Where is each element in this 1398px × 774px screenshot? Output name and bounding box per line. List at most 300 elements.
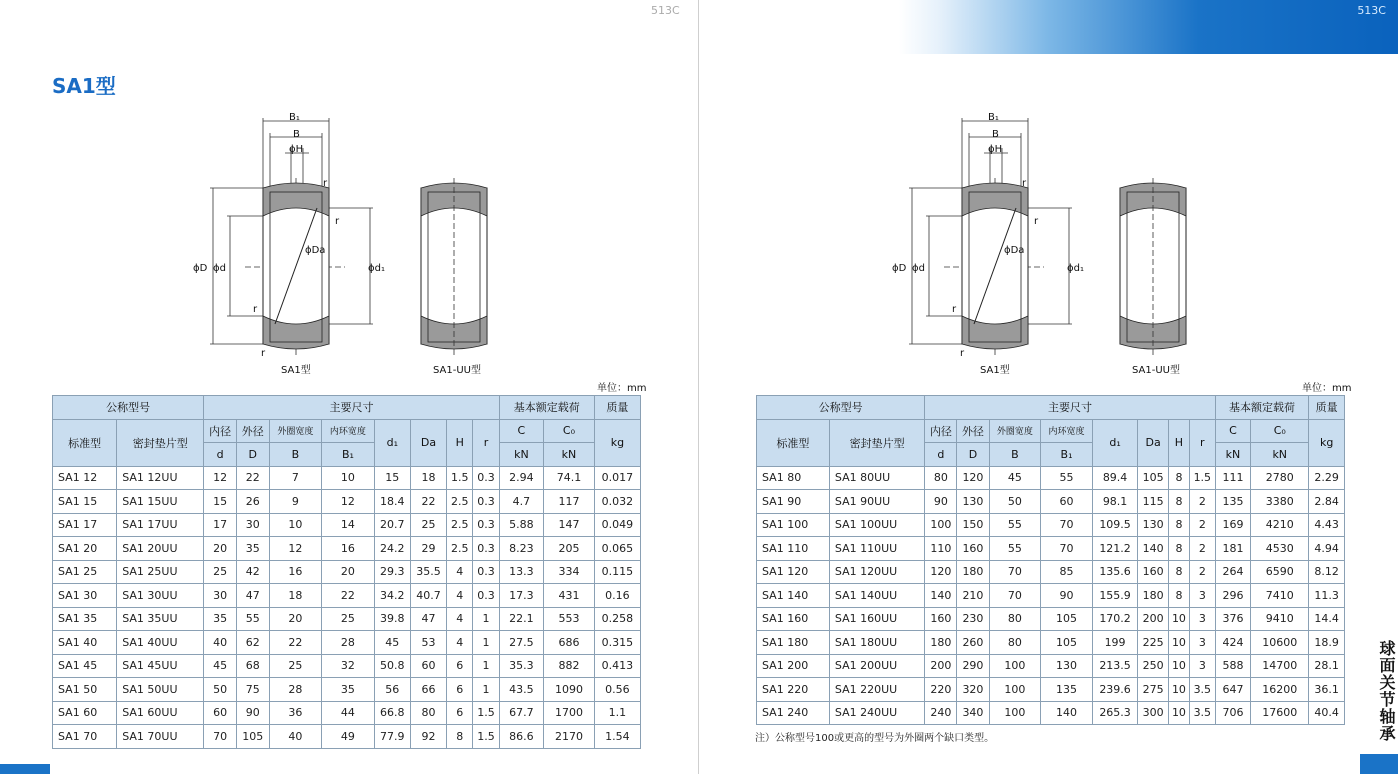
table-cell: 0.3: [473, 584, 499, 608]
table-cell: 213.5: [1092, 654, 1137, 678]
table-cell: 50: [204, 678, 237, 702]
table-cell: 6: [447, 678, 473, 702]
table-cell: 27.5: [499, 631, 544, 655]
spec-table-right: [756, 395, 1345, 725]
table-cell: 10: [1168, 701, 1189, 725]
table-cell: 8: [1168, 466, 1189, 490]
table-cell: 130: [1138, 513, 1169, 537]
table-cell: SA1 90: [757, 490, 830, 514]
table-cell: 150: [957, 513, 989, 537]
header-c: C: [1215, 419, 1250, 443]
table-cell: SA1 17: [53, 513, 117, 537]
table-cell: 0.3: [473, 560, 499, 584]
table-row: [757, 466, 1345, 490]
label-b1: B₁: [289, 112, 300, 123]
table-cell: 300: [1138, 701, 1169, 725]
table-row: [53, 678, 641, 702]
table-cell: 7: [269, 466, 322, 490]
table-cell: SA1 100UU: [829, 513, 924, 537]
table-cell: 14: [322, 513, 375, 537]
table-cell: 376: [1215, 607, 1250, 631]
table-cell: 100: [925, 513, 957, 537]
table-cell: 60: [1041, 490, 1093, 514]
table-cell: 40: [269, 725, 322, 749]
table-cell: 117: [544, 490, 595, 514]
table-cell: 35: [204, 607, 237, 631]
table-cell: SA1 80UU: [829, 466, 924, 490]
table-cell: SA1 70UU: [117, 725, 204, 749]
table-cell: 0.065: [594, 537, 640, 561]
corner-accent: [0, 764, 50, 774]
caption-sa1uu: SA1-UU型: [433, 365, 481, 376]
table-cell: SA1 50: [53, 678, 117, 702]
header-B1: B₁: [1041, 443, 1093, 467]
table-row: [757, 584, 1345, 608]
table-cell: 100: [989, 654, 1041, 678]
table-cell: 140: [1041, 701, 1093, 725]
table-cell: 120: [957, 466, 989, 490]
header-outer: 外径: [957, 419, 989, 443]
table-cell: SA1 40UU: [117, 631, 204, 655]
table-cell: 2: [1189, 490, 1215, 514]
table-cell: SA1 110: [757, 537, 830, 561]
table-row: [53, 584, 641, 608]
label-da: ϕDa: [305, 245, 326, 256]
table-cell: 140: [925, 584, 957, 608]
table-cell: 60: [410, 654, 446, 678]
header-outer-width: 外圈宽度: [989, 419, 1041, 443]
footnote: 注）公称型号100或更高的型号为外圈两个缺口类型。: [755, 733, 995, 744]
table-body-right: [757, 466, 1345, 725]
table-cell: SA1 30: [53, 584, 117, 608]
table-cell: 7410: [1251, 584, 1309, 608]
table-cell: 160: [1138, 560, 1169, 584]
table-cell: 32: [322, 654, 375, 678]
table-cell: 160: [925, 607, 957, 631]
table-cell: 2.5: [447, 537, 473, 561]
table-cell: 35: [236, 537, 269, 561]
table-cell: SA1 20: [53, 537, 117, 561]
page-code: 513C: [1357, 4, 1386, 17]
table-cell: SA1 120: [757, 560, 830, 584]
table-cell: 105: [1041, 631, 1093, 655]
header-model: 公称型号: [53, 396, 204, 420]
table-cell: 647: [1215, 678, 1250, 702]
table-cell: 882: [544, 654, 595, 678]
header-d1: d₁: [374, 419, 410, 466]
table-cell: 2.29: [1309, 466, 1345, 490]
table-cell: SA1 240UU: [829, 701, 924, 725]
table-row: [757, 654, 1345, 678]
table-cell: 22: [236, 466, 269, 490]
table-cell: SA1 35UU: [117, 607, 204, 631]
table-cell: 8.12: [1309, 560, 1345, 584]
label-r: r: [1034, 216, 1039, 227]
table-cell: SA1 180UU: [829, 631, 924, 655]
header-B: B: [989, 443, 1041, 467]
table-cell: 424: [1215, 631, 1250, 655]
table-cell: 90: [236, 701, 269, 725]
table-cell: SA1 45UU: [117, 654, 204, 678]
table-cell: 0.032: [594, 490, 640, 514]
label-d-outer: ϕD: [892, 263, 907, 274]
table-cell: 1090: [544, 678, 595, 702]
table-cell: SA1 15UU: [117, 490, 204, 514]
table-cell: 0.16: [594, 584, 640, 608]
table-cell: 588: [1215, 654, 1250, 678]
table-cell: 105: [1041, 607, 1093, 631]
table-cell: 74.1: [544, 466, 595, 490]
table-cell: 11.3: [1309, 584, 1345, 608]
table-cell: 3: [1189, 607, 1215, 631]
table-cell: 0.017: [594, 466, 640, 490]
table-row: [757, 701, 1345, 725]
table-cell: 180: [1138, 584, 1169, 608]
table-cell: 18.9: [1309, 631, 1345, 655]
header-kg: kg: [1309, 419, 1345, 466]
table-cell: 4: [447, 631, 473, 655]
table-cell: 20: [322, 560, 375, 584]
table-cell: SA1 40: [53, 631, 117, 655]
table-cell: 210: [957, 584, 989, 608]
header-D: D: [236, 443, 269, 467]
table-cell: 30: [236, 513, 269, 537]
table-cell: 34.2: [374, 584, 410, 608]
header-load: 基本额定载荷: [1215, 396, 1309, 420]
table-cell: 62: [236, 631, 269, 655]
table-row: [757, 560, 1345, 584]
table-cell: SA1 220UU: [829, 678, 924, 702]
table-cell: 120: [925, 560, 957, 584]
table-cell: 1.1: [594, 701, 640, 725]
table-cell: 160: [957, 537, 989, 561]
table-cell: SA1 240: [757, 701, 830, 725]
header-dims: 主要尺寸: [925, 396, 1215, 420]
table-cell: 3: [1189, 631, 1215, 655]
header-outer-width: 外圈宽度: [269, 419, 322, 443]
table-cell: 10: [269, 513, 322, 537]
caption-sa1: SA1型: [980, 365, 1010, 376]
table-cell: 4: [447, 607, 473, 631]
table-cell: 135: [1215, 490, 1250, 514]
table-cell: 4: [447, 584, 473, 608]
header-mass: 质量: [594, 396, 640, 420]
table-cell: 181: [1215, 537, 1250, 561]
table-cell: 105: [1138, 466, 1169, 490]
table-cell: 14700: [1251, 654, 1309, 678]
table-cell: 706: [1215, 701, 1250, 725]
table-cell: 4.7: [499, 490, 544, 514]
table-cell: 239.6: [1092, 678, 1137, 702]
bearing-diagram: [185, 108, 515, 380]
table-cell: SA1 20UU: [117, 537, 204, 561]
table-cell: 17.3: [499, 584, 544, 608]
table-cell: 220: [925, 678, 957, 702]
table-cell: 109.5: [1092, 513, 1137, 537]
table-cell: 55: [989, 513, 1041, 537]
table-cell: 14.4: [1309, 607, 1345, 631]
table-cell: 25: [410, 513, 446, 537]
header-mass: 质量: [1309, 396, 1345, 420]
table-cell: 121.2: [1092, 537, 1137, 561]
header-d: d: [925, 443, 957, 467]
table-cell: 80: [989, 631, 1041, 655]
caption-sa1: SA1型: [281, 365, 311, 376]
table-cell: 225: [1138, 631, 1169, 655]
table-cell: 80: [989, 607, 1041, 631]
table-cell: 90: [1041, 584, 1093, 608]
header-d: d: [204, 443, 237, 467]
table-cell: 2: [1189, 513, 1215, 537]
table-cell: 30: [204, 584, 237, 608]
table-cell: 2: [1189, 560, 1215, 584]
table-cell: 28: [269, 678, 322, 702]
table-cell: SA1 25: [53, 560, 117, 584]
table-cell: SA1 25UU: [117, 560, 204, 584]
table-row: [757, 607, 1345, 631]
table-cell: 15: [374, 466, 410, 490]
table-cell: 12: [322, 490, 375, 514]
table-cell: 8.23: [499, 537, 544, 561]
table-cell: 50: [989, 490, 1041, 514]
header-sealed: 密封垫片型: [829, 419, 924, 466]
header-sealed: 密封垫片型: [117, 419, 204, 466]
table-cell: 8: [1168, 513, 1189, 537]
table-cell: 199: [1092, 631, 1137, 655]
table-cell: SA1 50UU: [117, 678, 204, 702]
table-cell: 39.8: [374, 607, 410, 631]
table-cell: 230: [957, 607, 989, 631]
label-r: r: [960, 348, 965, 359]
table-cell: 1.5: [447, 466, 473, 490]
table-cell: 49: [322, 725, 375, 749]
table-cell: 0.115: [594, 560, 640, 584]
table-cell: 20: [269, 607, 322, 631]
header-inner: 内径: [204, 419, 237, 443]
table-cell: 0.049: [594, 513, 640, 537]
table-cell: 55: [989, 537, 1041, 561]
header-h: H: [1168, 419, 1189, 466]
table-cell: 44: [322, 701, 375, 725]
table-cell: 264: [1215, 560, 1250, 584]
table-cell: 22: [269, 631, 322, 655]
table-cell: 70: [1041, 513, 1093, 537]
table-cell: 66: [410, 678, 446, 702]
header-da: Da: [410, 419, 446, 466]
table-cell: SA1 220: [757, 678, 830, 702]
table-cell: 296: [1215, 584, 1250, 608]
table-cell: 250: [1138, 654, 1169, 678]
table-cell: 92: [410, 725, 446, 749]
table-cell: 135: [1041, 678, 1093, 702]
header-c0-unit: kN: [1251, 443, 1309, 467]
table-cell: 35: [322, 678, 375, 702]
table-cell: 8: [447, 725, 473, 749]
table-cell: 0.3: [473, 513, 499, 537]
table-cell: 2.5: [447, 513, 473, 537]
label-b: B: [992, 129, 999, 140]
corner-accent: [1360, 754, 1398, 774]
label-d-outer: ϕD: [193, 263, 208, 274]
table-cell: 55: [236, 607, 269, 631]
table-cell: 1.54: [594, 725, 640, 749]
table-cell: 1.5: [473, 701, 499, 725]
table-cell: 8: [1168, 584, 1189, 608]
table-row: [53, 701, 641, 725]
table-cell: 29.3: [374, 560, 410, 584]
table-cell: SA1 30UU: [117, 584, 204, 608]
table-cell: 60: [204, 701, 237, 725]
table-cell: 18: [410, 466, 446, 490]
table-cell: SA1 12: [53, 466, 117, 490]
header-da: Da: [1138, 419, 1169, 466]
header-r: r: [1189, 419, 1215, 466]
table-cell: 6: [447, 701, 473, 725]
table-cell: SA1 12UU: [117, 466, 204, 490]
table-row: [757, 678, 1345, 702]
table-cell: 155.9: [1092, 584, 1137, 608]
table-cell: 0.3: [473, 466, 499, 490]
table-cell: 10: [322, 466, 375, 490]
header-standard: 标准型: [53, 419, 117, 466]
table-cell: 66.8: [374, 701, 410, 725]
header-B: B: [269, 443, 322, 467]
table-cell: 1.5: [473, 725, 499, 749]
header-c0: C₀: [1251, 419, 1309, 443]
table-cell: 135.6: [1092, 560, 1137, 584]
table-row: [53, 537, 641, 561]
label-h: ϕH: [289, 144, 304, 155]
table-cell: 18.4: [374, 490, 410, 514]
table-cell: 25: [322, 607, 375, 631]
table-cell: SA1 200UU: [829, 654, 924, 678]
table-cell: 25: [269, 654, 322, 678]
label-b: B: [293, 129, 300, 140]
header-d1: d₁: [1092, 419, 1137, 466]
side-title: 球面关节轴承: [1377, 640, 1396, 742]
table-cell: 47: [236, 584, 269, 608]
table-cell: 13.3: [499, 560, 544, 584]
table-cell: 10: [1168, 654, 1189, 678]
label-r: r: [335, 216, 340, 227]
table-cell: 29: [410, 537, 446, 561]
table-cell: 4: [447, 560, 473, 584]
table-cell: SA1 90UU: [829, 490, 924, 514]
table-row: [53, 490, 641, 514]
table-row: [53, 560, 641, 584]
table-cell: SA1 60: [53, 701, 117, 725]
table-cell: 25: [204, 560, 237, 584]
label-r: r: [323, 178, 328, 189]
table-cell: 1.5: [1189, 466, 1215, 490]
table-cell: 10600: [1251, 631, 1309, 655]
table-cell: SA1 35: [53, 607, 117, 631]
table-cell: 40.4: [1309, 701, 1345, 725]
table-cell: 0.258: [594, 607, 640, 631]
table-body-left: [53, 466, 641, 748]
table-cell: SA1 160UU: [829, 607, 924, 631]
table-cell: 18: [269, 584, 322, 608]
table-row: [757, 513, 1345, 537]
table-cell: 26: [236, 490, 269, 514]
table-cell: 35.5: [410, 560, 446, 584]
table-cell: 147: [544, 513, 595, 537]
table-cell: 40.7: [410, 584, 446, 608]
header-D: D: [957, 443, 989, 467]
table-cell: 80: [925, 466, 957, 490]
table-cell: 686: [544, 631, 595, 655]
header-c0-unit: kN: [544, 443, 595, 467]
table-cell: 240: [925, 701, 957, 725]
table-cell: 8: [1168, 560, 1189, 584]
table-cell: 12: [204, 466, 237, 490]
table-cell: 334: [544, 560, 595, 584]
right-page: [699, 0, 1398, 774]
table-row: [53, 654, 641, 678]
table-cell: 28: [322, 631, 375, 655]
table-cell: 431: [544, 584, 595, 608]
table-cell: 3: [1189, 584, 1215, 608]
table-cell: 169: [1215, 513, 1250, 537]
label-d-inner: ϕd: [213, 263, 226, 274]
table-cell: SA1 15: [53, 490, 117, 514]
table-cell: 20: [204, 537, 237, 561]
table-cell: SA1 120UU: [829, 560, 924, 584]
label-da: ϕDa: [1004, 245, 1025, 256]
table-row: [53, 631, 641, 655]
table-cell: SA1 160: [757, 607, 830, 631]
table-cell: 4.43: [1309, 513, 1345, 537]
table-cell: 28.1: [1309, 654, 1345, 678]
table-cell: 56: [374, 678, 410, 702]
table-cell: 43.5: [499, 678, 544, 702]
table-cell: 115: [1138, 490, 1169, 514]
label-d-inner: ϕd: [912, 263, 925, 274]
table-cell: 9410: [1251, 607, 1309, 631]
table-cell: 22: [410, 490, 446, 514]
table-cell: 3: [1189, 654, 1215, 678]
table-cell: 111: [1215, 466, 1250, 490]
table-cell: SA1 70: [53, 725, 117, 749]
table-cell: 90: [925, 490, 957, 514]
table-cell: 105: [236, 725, 269, 749]
table-cell: 55: [1041, 466, 1093, 490]
table-cell: 8: [1168, 490, 1189, 514]
label-d1: ϕd₁: [1067, 263, 1084, 274]
table-row: [53, 607, 641, 631]
table-row: [53, 466, 641, 490]
header-dims: 主要尺寸: [204, 396, 499, 420]
header-standard: 标准型: [757, 419, 830, 466]
table-row: [757, 490, 1345, 514]
table-cell: 4210: [1251, 513, 1309, 537]
table-cell: 70: [204, 725, 237, 749]
table-cell: 0.413: [594, 654, 640, 678]
header-B1: B₁: [322, 443, 375, 467]
table-cell: 80: [410, 701, 446, 725]
label-r: r: [253, 304, 258, 315]
table-cell: 5.88: [499, 513, 544, 537]
header-c0: C₀: [544, 419, 595, 443]
table-cell: 2.84: [1309, 490, 1345, 514]
table-cell: 170.2: [1092, 607, 1137, 631]
table-cell: SA1 100: [757, 513, 830, 537]
header-kg: kg: [594, 419, 640, 466]
table-cell: 36: [269, 701, 322, 725]
table-cell: 110: [925, 537, 957, 561]
table-cell: 10: [1168, 678, 1189, 702]
table-cell: 16200: [1251, 678, 1309, 702]
